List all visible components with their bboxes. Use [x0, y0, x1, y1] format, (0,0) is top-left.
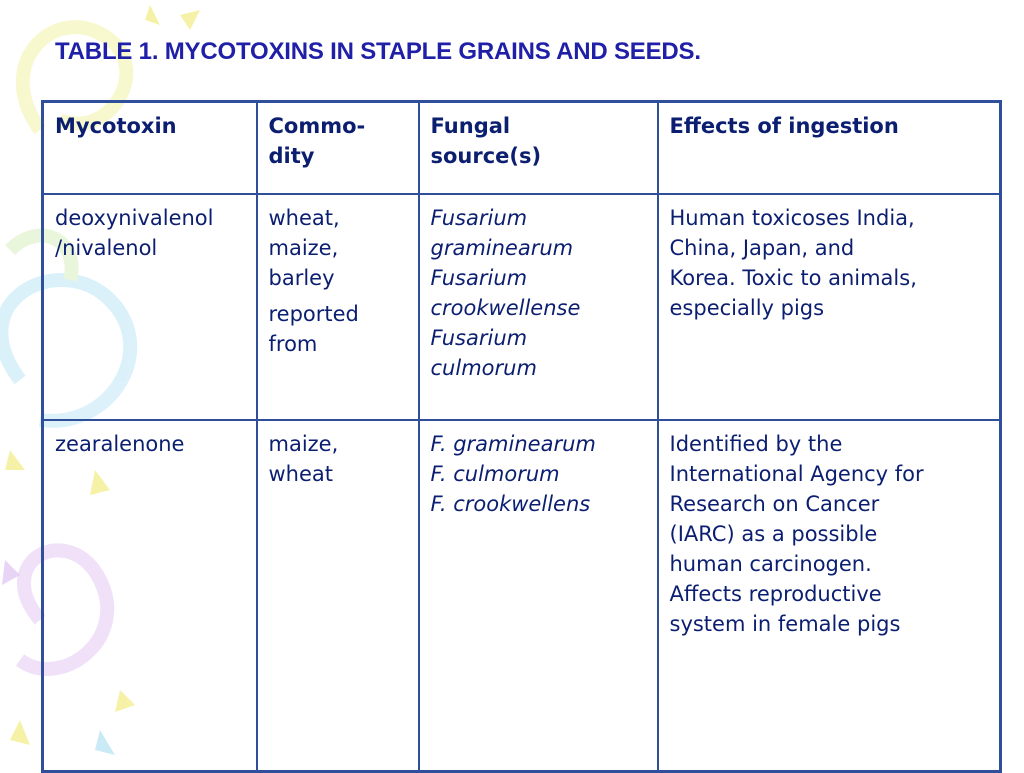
header-mycotoxin: Mycotoxin	[43, 102, 257, 195]
table-header-row	[43, 102, 1001, 195]
effects-line: International Agency for	[669, 462, 924, 486]
header-commodity-line-1: Commo-	[268, 114, 366, 138]
header-fungal-line-2: source(s)	[430, 144, 542, 168]
fungal-line: F. crookwellens	[430, 492, 591, 516]
spark-yellow-5	[10, 720, 30, 745]
mycotoxin-table	[41, 100, 1002, 773]
cell-commodity	[257, 420, 419, 772]
commodity-note-line: reported	[268, 302, 359, 326]
mycotoxin-line-2: /nivalenol	[55, 236, 158, 260]
cell-commodity	[257, 194, 419, 420]
effects-line: especially pigs	[669, 296, 825, 320]
mycotoxin-line-1: deoxynivalenol	[55, 206, 214, 230]
effects-line: (IARC) as a possible	[669, 522, 878, 546]
effects-line: system in female pigs	[669, 612, 901, 636]
mycotoxin-line-1: zearalenone	[55, 432, 185, 456]
spark-yellow-1	[145, 5, 160, 25]
spark-yellow-2	[180, 10, 200, 30]
header-fungal-source	[419, 102, 658, 195]
cell-effects	[658, 420, 1001, 772]
spark-yellow-3	[5, 450, 25, 470]
effects-line: human carcinogen.	[669, 552, 872, 576]
header-effects: Effects of ingestion	[658, 102, 1001, 195]
commodity-note-line: from	[268, 332, 318, 356]
fungal-line: Fusarium	[430, 266, 528, 290]
cell-effects	[658, 194, 1001, 420]
effects-line: Affects reproductive	[669, 582, 882, 606]
header-commodity	[257, 102, 419, 195]
effects-line: Korea. Toxic to animals,	[669, 266, 917, 290]
mycotoxin-table-container	[41, 100, 999, 751]
fungal-line: F. graminearum	[430, 432, 596, 456]
commodity-line: barley	[268, 266, 335, 290]
fungal-line: F. culmorum	[430, 462, 560, 486]
effects-line: Human toxicoses India,	[669, 206, 915, 230]
fungal-line: Fusarium	[430, 326, 528, 350]
cell-mycotoxin	[43, 194, 257, 420]
effects-line: Identified by the	[669, 432, 843, 456]
commodity-line: maize,	[268, 432, 339, 456]
commodity-line: wheat,	[268, 206, 340, 230]
table-row	[43, 420, 1001, 772]
commodity-line: maize,	[268, 236, 339, 260]
page-title: TABLE 1. MYCOTOXINS IN STAPLE GRAINS AND SEEDS.	[55, 38, 701, 65]
fungal-line: culmorum	[430, 356, 537, 380]
header-fungal-line-1: Fungal	[430, 114, 511, 138]
fungal-line: crookwellense	[430, 296, 581, 320]
table-row	[43, 194, 1001, 420]
cell-fungal-source	[419, 420, 658, 772]
cell-fungal-source	[419, 194, 658, 420]
fungal-line: Fusarium	[430, 206, 528, 230]
fungal-line: graminearum	[430, 236, 574, 260]
cell-mycotoxin	[43, 420, 257, 772]
effects-line: China, Japan, and	[669, 236, 855, 260]
header-commodity-line-2: dity	[268, 144, 315, 168]
effects-line: Research on Cancer	[669, 492, 880, 516]
commodity-line: wheat	[268, 462, 334, 486]
